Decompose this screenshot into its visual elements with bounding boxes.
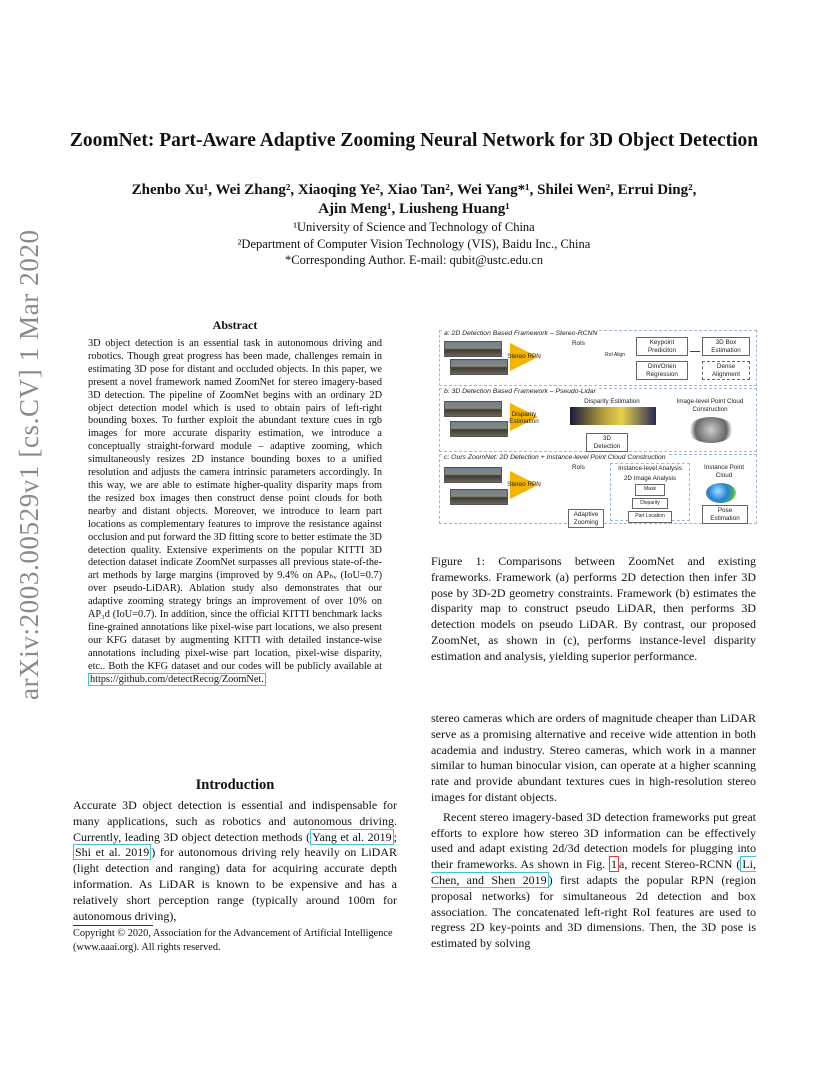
intro-text-start: Accurate 3D object detection is essential and indispensable for many applications, such as robotics and autonomous driving. Currently, leading 3D object detection methods ( bbox=[73, 798, 397, 844]
citation-li[interactable]: Li, Chen, and Shen 2019 bbox=[431, 857, 757, 887]
part-location-box: Part Location bbox=[628, 511, 672, 523]
instance-analysis-box bbox=[610, 463, 690, 521]
instance-pc-label: Instance Point Cloud bbox=[698, 463, 750, 480]
dim-orien-box: Dim/Orien Regression bbox=[636, 361, 688, 380]
figure-caption: Figure 1: Comparisons between ZoomNet and existing frameworks. Framework (a) performs 2D detection then infer 3D pose by 3D-2D geometry constraints. Framework (b) estimates the disparity map to construct pseudo LiDAR, then performs 3D detection models on pseudo LiDAR. By contrast, our proposed ZoomNet, as shown in (c), performs instance-level disparity estimation and analysis, yielding superior performance. bbox=[431, 554, 756, 663]
point-cloud-b bbox=[688, 417, 734, 443]
left-image bbox=[444, 341, 502, 357]
keypoint-box: Keypoint Prediciton bbox=[636, 337, 688, 356]
abstract-text: 3D object detection is an essential task in autonomous driving and robotics. Though great progress has been made, challenges remain in estimating 3D pose for distant and occluded objects. In this paper, we present a novel framework named ZoomNet for stereo imagery-based 3D detection. The pipeline of ZoomNet begins with an ordinary 2D object detection model which is used to obtain pairs of left-right bounding boxes. To further exploit the abundant texture cues in rgb images for more accurate disparity estimation, we introduce a conceptually straight-forward module – adaptive zooming, which simultaneously resizes 2D instance bounding boxes to a unified resolution and adjusts the camera intrinsic parameters accordingly. In this way, we are able to estimate higher-quality disparity maps from the resized box images then construct dense point clouds for both nearby and distant objects. Moreover, we introduce to learn part locations as complementary features to improve the resistance against occlusion and put forward the 3D fitting score to better estimate the 3D detection quality. Extensive experiments on the popular KITTI 3D detection dataset indicate ZoomNet surpasses all previous state-of-the-art methods by large margins (improved by 9.4% on APₕᵥ (IoU=0.7) over pseudo-LiDAR). Ablation study also demonstrates that our adaptive zooming strategy brings an improvement of over 10% on AP₃d (IoU=0.7). In addition, since the official KITTI benchmark lacks fine-grained annotations like pixel-wise part locations, we also present our KFG dataset by augmenting KITTI with detailed instance-wise annotations including pixel-wise part location, pixel-wise disparity, etc.. Both the KFG dataset and our codes will be publicly available at bbox=[88, 338, 382, 672]
det3d-box: 3D Detection bbox=[586, 433, 628, 452]
instance-analysis-label: Instance-level Analysis bbox=[618, 465, 682, 472]
citation-shi[interactable]: Shi et al. 2019 bbox=[75, 845, 150, 860]
dense-align-box: Dense Alignment bbox=[702, 361, 750, 380]
figure-panel-a bbox=[439, 330, 757, 386]
disparity-est-label: Disparity Estimation bbox=[509, 411, 539, 425]
introduction-body bbox=[73, 798, 397, 924]
figure-panel-c bbox=[439, 454, 757, 524]
introduction-heading: Introduction bbox=[195, 777, 275, 793]
figure-panel-b bbox=[439, 388, 757, 452]
img2d-analysis-label: 2D Image Analysis bbox=[623, 474, 677, 482]
disparity-est-top-label: Disparity Estimation bbox=[572, 397, 652, 407]
citation-yang[interactable]: Yang et al. 2019 bbox=[312, 829, 392, 844]
footnote-rule bbox=[73, 925, 153, 926]
left-image-c bbox=[444, 467, 502, 483]
affiliation-2: ²Department of Computer Vision Technology (VIS), Baidu Inc., China bbox=[237, 236, 591, 251]
figure-ref-link[interactable]: 1 bbox=[611, 857, 618, 872]
image-pc-label: Image-level Point Cloud Construction bbox=[672, 397, 748, 414]
roi-align-label-a: RoI Align bbox=[600, 351, 630, 361]
box-est-box: 3D Box Estimation bbox=[702, 337, 750, 356]
copyright-footnote: Copyright © 2020, Association for the Advancement of Artificial Intelligence (www.aaai.org). All rights reserved. bbox=[73, 928, 393, 953]
pose-est-box: Pose Estimation bbox=[702, 505, 748, 524]
instance-cloud bbox=[706, 483, 736, 503]
right-image bbox=[450, 359, 508, 375]
code-link[interactable]: https://github.com/detectRecog/ZoomNet. bbox=[90, 673, 264, 685]
arxiv-stamp: arXiv:2003.00529v1 [cs.CV] 1 Mar 2020 bbox=[14, 229, 44, 700]
authors-line-2: Ajin Meng¹, Liusheng Huang¹ bbox=[318, 201, 510, 217]
affiliations bbox=[120, 219, 708, 269]
authors bbox=[80, 181, 748, 219]
arrow-a1 bbox=[690, 351, 700, 352]
right-p2-text-a: Recent stereo imagery-based 3D detection frameworks put great efforts to explore how stereo 3D information can be effectively used and adapt existing 2d/3d detection models for plugging into their frameworks. As shown in Fig. bbox=[431, 809, 756, 872]
right-p2-text-b: a, recent Stereo-RCNN ( bbox=[619, 857, 741, 872]
panel-c-label: c: Ours ZoomNet: 2D Detection + Instance-level Point Cloud Construction bbox=[444, 454, 666, 461]
affiliation-1: ¹University of Science and Technology of China bbox=[293, 220, 535, 234]
abstract-heading: Abstract bbox=[212, 318, 258, 332]
panel-b-label: b: 3D Detection Based Framework – Pseudo-Lidar bbox=[444, 388, 596, 395]
right-paragraph-1: stereo cameras which are orders of magnitude cheaper than LiDAR serve as a promising alternative and receive wide attention in both academia and industry. Stereo cameras, which work in a manner similar to human binocular vision, can operate at a higher scanning rate and provide abundant textures cues in high-resolution stereo images for distant objects. bbox=[431, 711, 756, 804]
abstract-body bbox=[88, 338, 382, 686]
figure-1 bbox=[439, 328, 757, 525]
rois-label-a: RoIs bbox=[572, 340, 585, 347]
right-paragraph-2 bbox=[431, 810, 756, 952]
intro-sep: ; bbox=[393, 829, 397, 844]
authors-line-1: Zhenbo Xu¹, Wei Zhang², Xiaoqing Ye², Xiao Tan², Wei Yang*¹, Shilei Wen², Errui Ding², bbox=[131, 182, 697, 198]
stereo-rpn-label-c: Stereo RPN bbox=[507, 481, 541, 488]
right-image-c bbox=[450, 489, 508, 505]
right-column-body bbox=[431, 711, 756, 952]
disparity-box: Disparity bbox=[632, 498, 668, 510]
adaptive-zoom-box: Adaptive Zooming bbox=[568, 509, 604, 528]
right-p2-text-c: ) first adapts the popular RPN (region proposal networks) for simultaneous 2d detection and box association. The concatenated left-right RoI features are used to regress 2D key-points and 3D dimensions. Then, the 3D pose is estimated by solving bbox=[431, 872, 756, 951]
depth-map bbox=[570, 407, 656, 425]
rois-label-c: RoIs bbox=[572, 464, 585, 471]
panel-a-label: a: 2D Detection Based Framework – Stereo-RCNN bbox=[444, 330, 598, 337]
intro-text-end: ) for autonomous driving rely heavily on LiDAR (light detection and ranging) data for acquiring accurate depth information. As LiDAR is known to be expensive and has a relatively short perception range (typically around 100m for autonomous driving), bbox=[73, 845, 398, 923]
stereo-rpn-label-a: Stereo RPN bbox=[507, 353, 541, 360]
affiliation-3: *Corresponding Author. E-mail: qubit@ustc.edu.cn bbox=[284, 253, 543, 267]
left-image-b bbox=[444, 401, 502, 417]
right-image-b bbox=[450, 421, 508, 437]
paper-title: ZoomNet: Part-Aware Adaptive Zooming Neural Network for 3D Object Detection bbox=[69, 130, 759, 151]
mask-box: Mask bbox=[635, 484, 665, 496]
